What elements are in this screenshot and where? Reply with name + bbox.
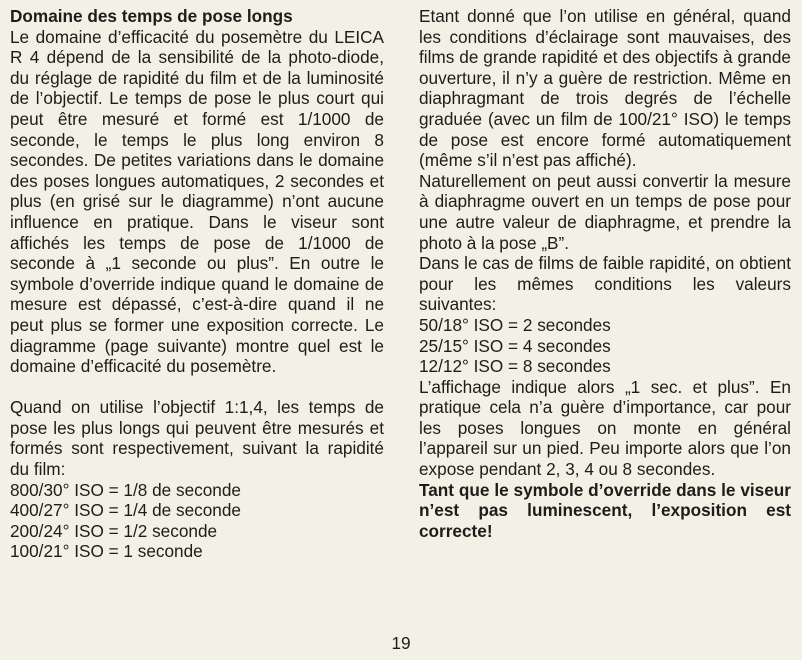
- paragraph-lens-f14: Quand on utilise l’objectif 1:1,4, les temps de pose les plus longs qui peuvent être mesurés et formés sont respectivement, suivant la rapidité du film:: [10, 397, 384, 480]
- override-warning: Tant que le symbole d’override dans le viseur n’est pas luminescent, l’exposition est correcte!: [419, 479, 791, 541]
- left-column: [10, 6, 384, 562]
- paragraph-measuring-range: Le domaine d’efficacité du posemètre du LEICA R 4 dépend de la sensibilité de la photo-diode, du réglage de rapidité du film et de la luminosité de l’objectif. Le temps de pose le plus court qui peut être mesuré et formé est 1/1000 de seconde, le temps le plus long environ 8 secondes. De petites variations dans le domaine des poses longues automatiques, 2 secondes et plus (en grisé sur le diagramme) n’ont aucune influence en pratique. Dans le viseur sont affichés les temps de pose de 1/1000 de seconde à „1 seconde ou plus”. En outre le symbole d’override indique quand le domaine de mesure est dépassé, c’est-à-dire quand il ne peut plus se former une exposition correcte. Le diagramme (page suivante) montre quel est le domaine d’efficacité du posemètre.: [10, 26, 384, 377]
- exposure-row: 100/21° ISO = 1 seconde: [10, 541, 203, 562]
- exposure-row: 200/24° ISO = 1/2 seconde: [10, 520, 218, 541]
- exposure-list-fast-films: [10, 480, 384, 562]
- exposure-list-slow-films: [419, 315, 791, 377]
- paragraph-spacer: [10, 377, 384, 398]
- exposure-row: 800/30° ISO = 1/8 de seconde: [10, 479, 241, 500]
- right-column: [419, 6, 791, 541]
- paragraph-convert-aperture: Naturellement on peut aussi convertir la mesure à diaphragme ouvert en un temps de pose pour une autre valeur de diaphragme, et prendre la photo à la pose „B”.: [419, 170, 791, 253]
- paragraph-slow-films: Dans le cas de films de faible rapidité, on obtient pour les mêmes conditions les valeurs suivantes:: [419, 253, 791, 315]
- section-heading: Domaine des temps de pose longs: [10, 6, 293, 26]
- exposure-row: 12/12° ISO = 8 secondes: [419, 356, 611, 377]
- exposure-row: 50/18° ISO = 2 secondes: [419, 314, 611, 335]
- exposure-row: 400/27° ISO = 1/4 de seconde: [10, 500, 241, 521]
- page-number: 19: [391, 633, 411, 653]
- paragraph-display-indication: L’affichage indique alors „1 sec. et plus”. En pratique cela n’a guère d’importance, car pour les poses longues on monte en général l’appareil sur un pied. Peu importe alors que l’on expose pendant 2, 3, 4 ou 8 secondes.: [419, 376, 791, 480]
- exposure-row: 25/15° ISO = 4 secondes: [419, 335, 611, 356]
- paragraph-fast-films: Etant donné que l’on utilise en général, quand les conditions d’éclairage sont mauvaises, des films de grande rapidité et des objectifs à grande ouverture, il n’y a guère de restriction. Même en diaphragmant de trois degrés de l’échelle graduée (avec un film de 100/21° ISO) le temps de pose est encore formé automatiquement (même s’il n’est pas affiché).: [419, 6, 791, 171]
